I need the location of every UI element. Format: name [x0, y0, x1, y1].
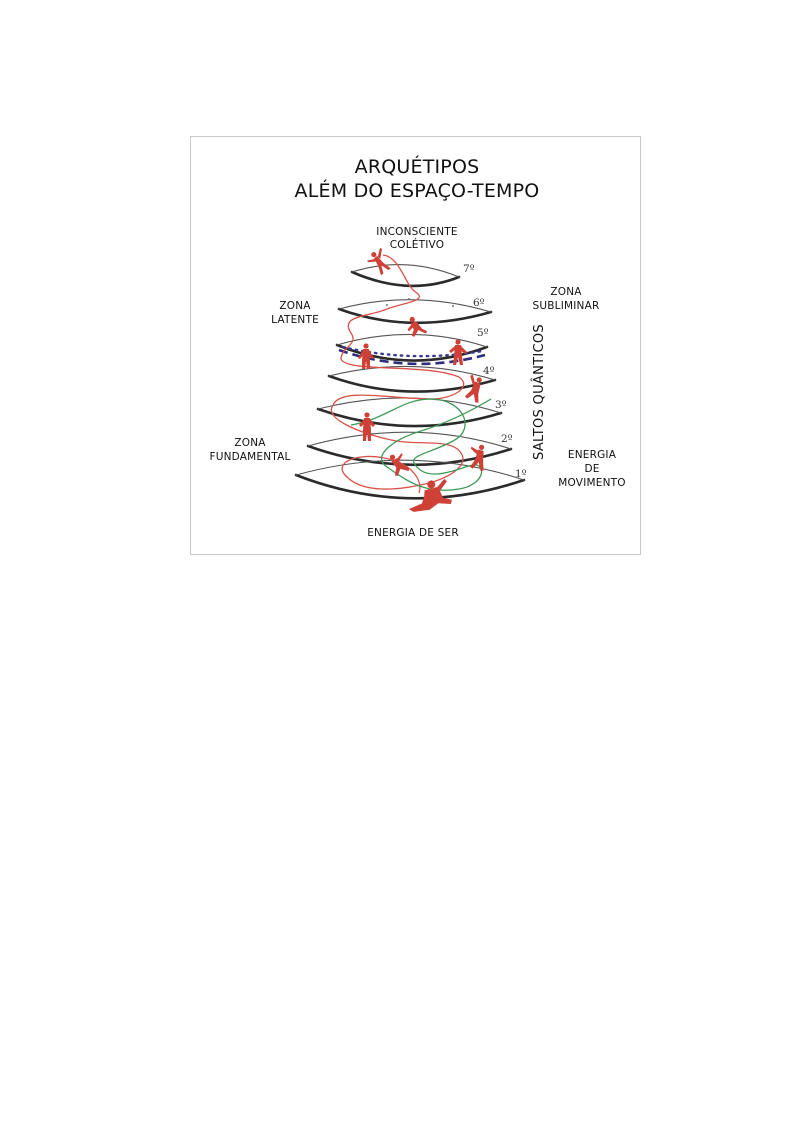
subliminal-zone-label-line1: ZONA — [550, 286, 582, 298]
level-label-6: 6º — [473, 297, 485, 309]
person-figure-level-5-left — [358, 343, 374, 369]
level-label-1: 1º — [515, 468, 527, 480]
movement-energy-label-line2: DE — [584, 463, 600, 475]
fundamental-zone-label-line1: ZONA — [234, 437, 266, 449]
person-figure-level-4 — [461, 373, 489, 403]
bottom-label: ENERGIA DE SER — [367, 527, 459, 539]
level-label-7: 7º — [463, 263, 475, 275]
level-label-2: 2º — [501, 433, 513, 445]
dust-dot — [408, 298, 410, 300]
latent-zone-label-line1: ZONA — [279, 300, 311, 312]
dust-dot — [452, 305, 454, 307]
diagram-title-line2: ALÉM DO ESPAÇO-TEMPO — [294, 180, 540, 202]
fundamental-zone-label-line2: FUNDAMENTAL — [209, 451, 291, 463]
green-energy-path — [351, 399, 491, 490]
top-label-line1: INCONSCIENTE — [376, 226, 458, 238]
level-label-5: 5º — [477, 327, 489, 339]
diagram-title-line1: ARQUÉTIPOS — [354, 156, 480, 178]
ring-level-5-top — [337, 334, 487, 347]
level-label-4: 4º — [483, 365, 495, 377]
archetypes-spiral-diagram — [191, 137, 642, 556]
ring-level-3 — [318, 409, 501, 426]
latent-zone-label-line2: LATENTE — [271, 314, 319, 326]
diagram-frame — [190, 136, 641, 555]
ring-level-3-top — [318, 398, 501, 413]
subliminal-zone-label-line2: SUBLIMINAR — [532, 300, 600, 312]
quantum-leaps-label: SALTOS QUÂNTICOS — [532, 324, 547, 460]
movement-energy-label-line3: MOVIMENTO — [558, 477, 626, 489]
ring-level-4 — [329, 376, 495, 392]
level-label-3: 3º — [495, 399, 507, 411]
ring-level-7-top — [352, 265, 459, 277]
top-label-line2: COLÉTIVO — [389, 239, 445, 251]
person-figure-level-3 — [359, 412, 375, 441]
ring-level-1-top — [296, 460, 524, 480]
dust-dot — [386, 304, 388, 306]
movement-energy-label-line1: ENERGIA — [567, 449, 617, 461]
person-figure-level-7 — [365, 247, 394, 277]
ring-level-6-top — [339, 300, 491, 312]
